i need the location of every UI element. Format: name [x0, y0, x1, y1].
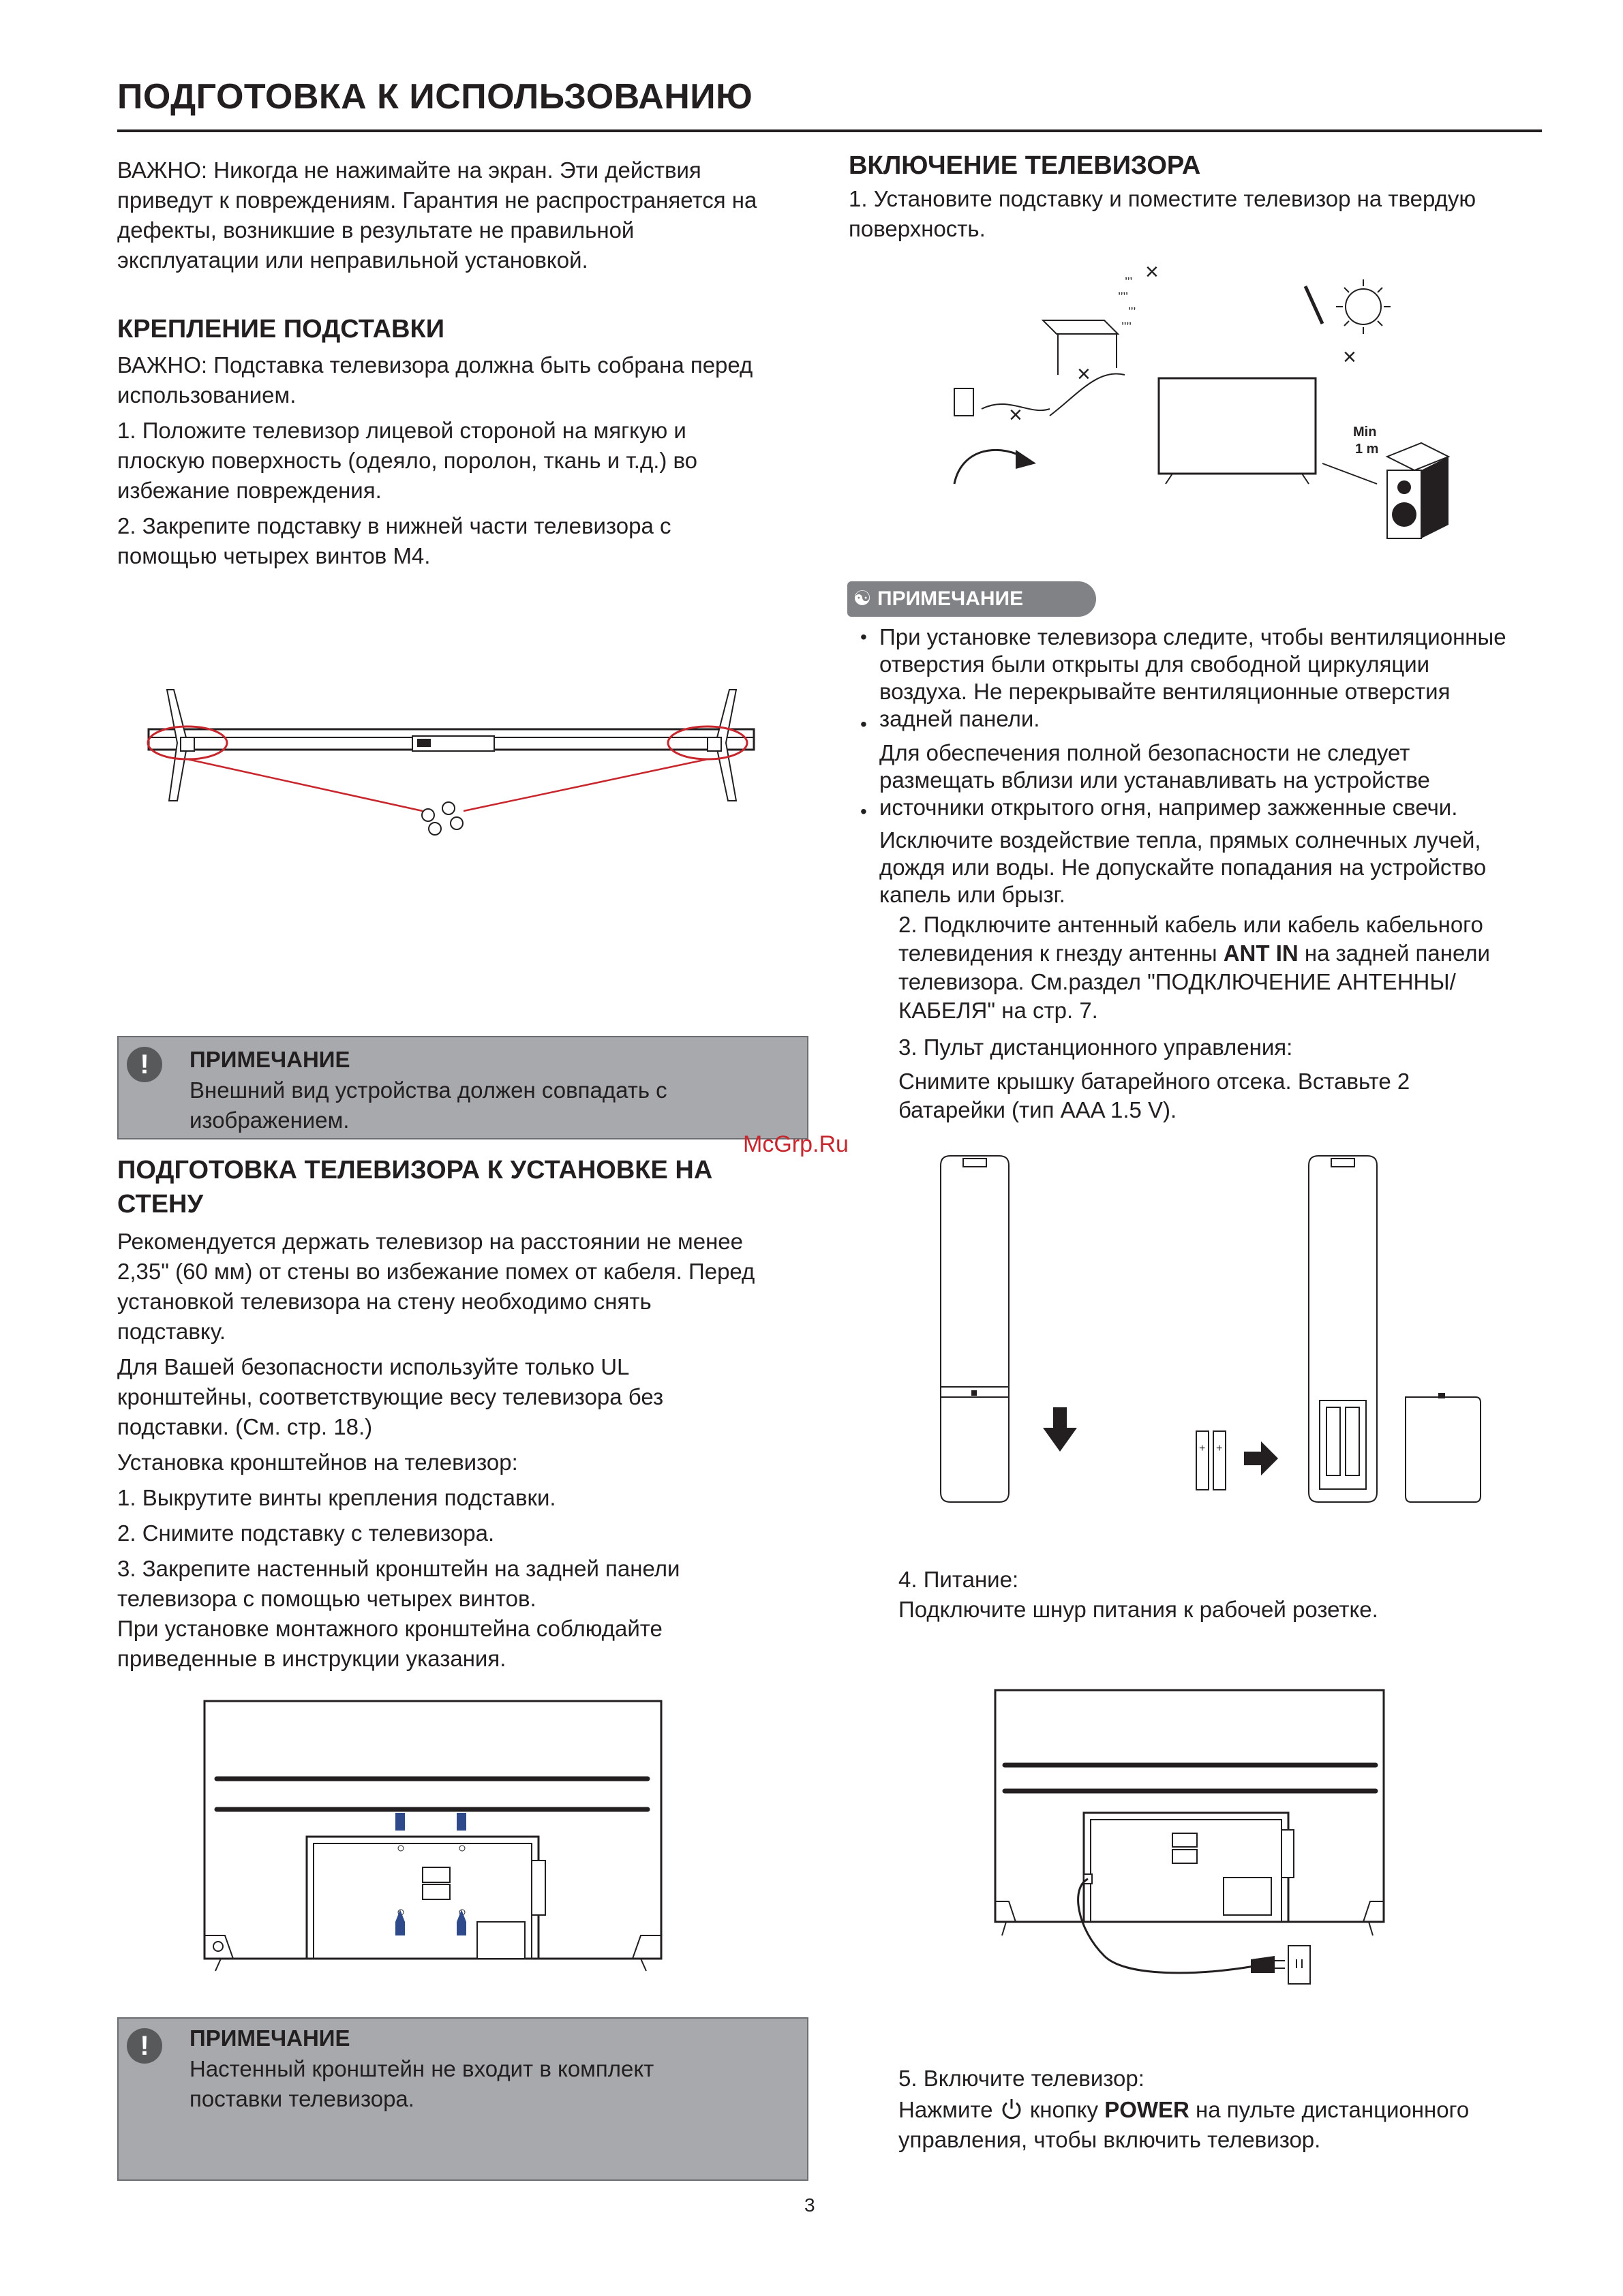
note-line: Внешний вид устройства должен совпадать с [189, 1077, 667, 1103]
wall-line: 1. Выкрутите винты крепления подставки. [117, 1485, 556, 1510]
note-line: поставки телевизора. [189, 2086, 414, 2111]
watermark: McGrp.Ru [743, 1131, 849, 1157]
bullet-line: Исключите воздействие тепла, прямых солнечных лучей, [879, 827, 1481, 853]
svg-text:’’’’: ’’’’ [1118, 290, 1129, 304]
page-number: 3 [804, 2194, 815, 2216]
note-tag [847, 581, 1096, 617]
title-rule [117, 129, 1542, 132]
stand-line: ВАЖНО: Подставка телевизора должна быть собрана перед [117, 352, 753, 378]
stand-line: избежание повреждения. [117, 478, 382, 503]
step5-line: 5. Включите телевизор: [898, 2066, 1144, 2091]
wall-line: телевизора с помощью четырех винтов. [117, 1586, 536, 1611]
stand-heading: КРЕПЛЕНИЕ ПОДСТАВКИ [117, 315, 445, 343]
bullet-line: дождя или воды. Не допускайте попадания на устройство [879, 855, 1487, 880]
step2-line: телевидения к гнезду антенны ANT IN на задней панели [898, 940, 1490, 966]
svg-text:+: + [1216, 1443, 1223, 1454]
step5-line: Нажмите кнопку POWER на пульте дистанционного [898, 2097, 1470, 2122]
stand-line: 2. Закрепите подставку в нижней части телевизора с [117, 513, 671, 538]
note-line: изображением. [189, 1107, 350, 1133]
wall-line: приведенные в инструкции указания. [117, 1646, 506, 1671]
note-line: Настенный кронштейн не входит в комплект [189, 2056, 654, 2081]
bullet-line: капель или брызг. [879, 882, 1065, 907]
tv-back-wall-diagram [198, 1697, 675, 1976]
stand-line: 1. Положите телевизор лицевой стороной на мягкую и [117, 418, 686, 443]
min-distance-value: 1 m [1355, 442, 1379, 457]
important-line: дефекты, возникшие в результате не правильной [117, 217, 635, 243]
bullet-icon: • [860, 626, 867, 647]
wall-heading-line: СТЕНУ [117, 1190, 204, 1219]
note-title: ПРИМЕЧАНИЕ [189, 1047, 350, 1072]
important-line: ВАЖНО: Никогда не нажимайте на экран. Эти действия [117, 157, 701, 183]
remote-battery-diagram [934, 1152, 1493, 1506]
power-connection-diagram [988, 1683, 1411, 1997]
bullet-icon: • [860, 714, 867, 735]
important-line: приведут к повреждениям. Гарантия не распространяется на [117, 187, 757, 213]
exclamation-icon: ! [127, 2028, 162, 2064]
svg-text:×: × [1009, 402, 1022, 428]
step1-line: 1. Установите подставку и поместите телевизор на твердую [849, 186, 1476, 211]
wall-line: 2. Снимите подставку с телевизора. [117, 1520, 495, 1546]
wall-line: Установка кронштейнов на телевизор: [117, 1450, 518, 1475]
wall-line: кронштейны, соответствующие весу телевизора без [117, 1384, 664, 1409]
exclamation-icon: ! [127, 1047, 162, 1082]
wall-line: подставку. [117, 1319, 226, 1344]
wall-line: подставки. (См. стр. 18.) [117, 1414, 373, 1439]
important-paragraph [117, 155, 806, 275]
step5-text [898, 2064, 1553, 2155]
stand-text [117, 350, 806, 571]
bullet-line: размещать вблизи или устанавливать на устройстве [879, 767, 1430, 793]
step2-text [898, 910, 1553, 1025]
wall-text [117, 1227, 806, 1674]
step4-text [898, 1565, 1553, 1625]
svg-text:+: + [1199, 1443, 1206, 1454]
bullet-line: источники открытого огня, например зажженные свечи. [879, 795, 1458, 820]
step1-line: поверхность. [849, 216, 986, 241]
wall-line: Для Вашей безопасности используйте только UL [117, 1354, 630, 1379]
stand-diagram [136, 675, 763, 852]
note-tag-label: ПРИМЕЧАНИЕ [877, 587, 1024, 610]
power-icon [999, 2097, 1024, 2122]
wall-line: 2,35" (60 мм) от стены во избежание помех от кабеля. Перед [117, 1259, 755, 1284]
min-distance-label: Min [1353, 425, 1377, 440]
ant-in-label: ANT IN [1223, 940, 1299, 966]
stand-line: плоскую поверхность (одеяло, поролон, ткань и т.д.) во [117, 448, 698, 473]
page-title: ПОДГОТОВКА К ИСПОЛЬЗОВАНИЮ [117, 77, 753, 117]
svg-text:’’’: ’’’ [1128, 305, 1136, 319]
bullet-fire [879, 739, 1457, 821]
note-title: ПРИМЕЧАНИЕ [189, 2025, 350, 2051]
step1-text [849, 184, 1544, 244]
bullet-line: При установке телевизора следите, чтобы вентиляционные [879, 624, 1506, 649]
step2-line: КАБЕЛЯ" на стр. 7. [898, 998, 1098, 1023]
step2-line: телевизора. См.раздел "ПОДКЛЮЧЕНИЕ АНТЕННЫ/ [898, 969, 1456, 994]
wall-line: 3. Закрепите настенный кронштейн на задней панели [117, 1556, 680, 1581]
step2-line: 2. Подключите антенный кабель или кабель кабельного [898, 912, 1483, 937]
bullet-ventilation [860, 624, 1506, 733]
bullet-line: воздуха. Не перекрывайте вентиляционные отверстия [879, 679, 1451, 704]
step3-text [898, 1033, 1553, 1124]
bullet-line: задней панели. [879, 706, 1040, 731]
svg-text:×: × [1077, 361, 1091, 387]
power-on-heading: ВКЛЮЧЕНИЕ ТЕЛЕВИЗОРА [849, 151, 1201, 180]
step5-line: управления, чтобы включить телевизор. [898, 2127, 1321, 2152]
step4-line: Подключите шнур питания к рабочей розетке. [898, 1597, 1378, 1622]
wall-heading [117, 1153, 806, 1221]
wall-line: Рекомендуется держать телевизор на расстоянии не менее [117, 1229, 744, 1254]
placement-diagram [941, 259, 1472, 552]
note-box-appearance [117, 1036, 808, 1139]
note-text [189, 2054, 654, 2114]
bullet-line: отверстия были открыты для свободной циркуляции [879, 652, 1430, 677]
wall-heading-line: ПОДГОТОВКА ТЕЛЕВИЗОРА К УСТАНОВКЕ НА [117, 1156, 713, 1184]
note-box-bracket [117, 2017, 808, 2181]
power-button-label: POWER [1104, 2097, 1189, 2122]
step3-line: Снимите крышку батарейного отсека. Вставьте 2 [898, 1069, 1410, 1094]
important-line: эксплуатации или неправильной установкой. [117, 247, 588, 273]
stand-line: помощью четырех винтов М4. [117, 543, 431, 568]
paperclip-icon: ☯ [853, 587, 872, 610]
svg-text:×: × [1343, 344, 1356, 370]
wall-line: установкой телевизора на стену необходимо снять [117, 1289, 652, 1314]
bullet-heat [879, 827, 1486, 908]
step4-line: 4. Питание: [898, 1567, 1019, 1592]
svg-text:’’’: ’’’ [1125, 275, 1133, 289]
note-text [189, 1075, 667, 1135]
stand-line: использованием. [117, 382, 297, 408]
svg-text:’’’’: ’’’’ [1121, 320, 1132, 334]
step3-line: 3. Пульт дистанционного управления: [898, 1035, 1293, 1060]
wall-line: При установке монтажного кронштейна соблюдайте [117, 1616, 663, 1641]
svg-text:×: × [1145, 259, 1159, 285]
bullet-line: Для обеспечения полной безопасности не следует [879, 740, 1410, 765]
bullet-icon: • [860, 801, 867, 822]
step3-line: батарейки (тип AAA 1.5 V). [898, 1097, 1177, 1122]
